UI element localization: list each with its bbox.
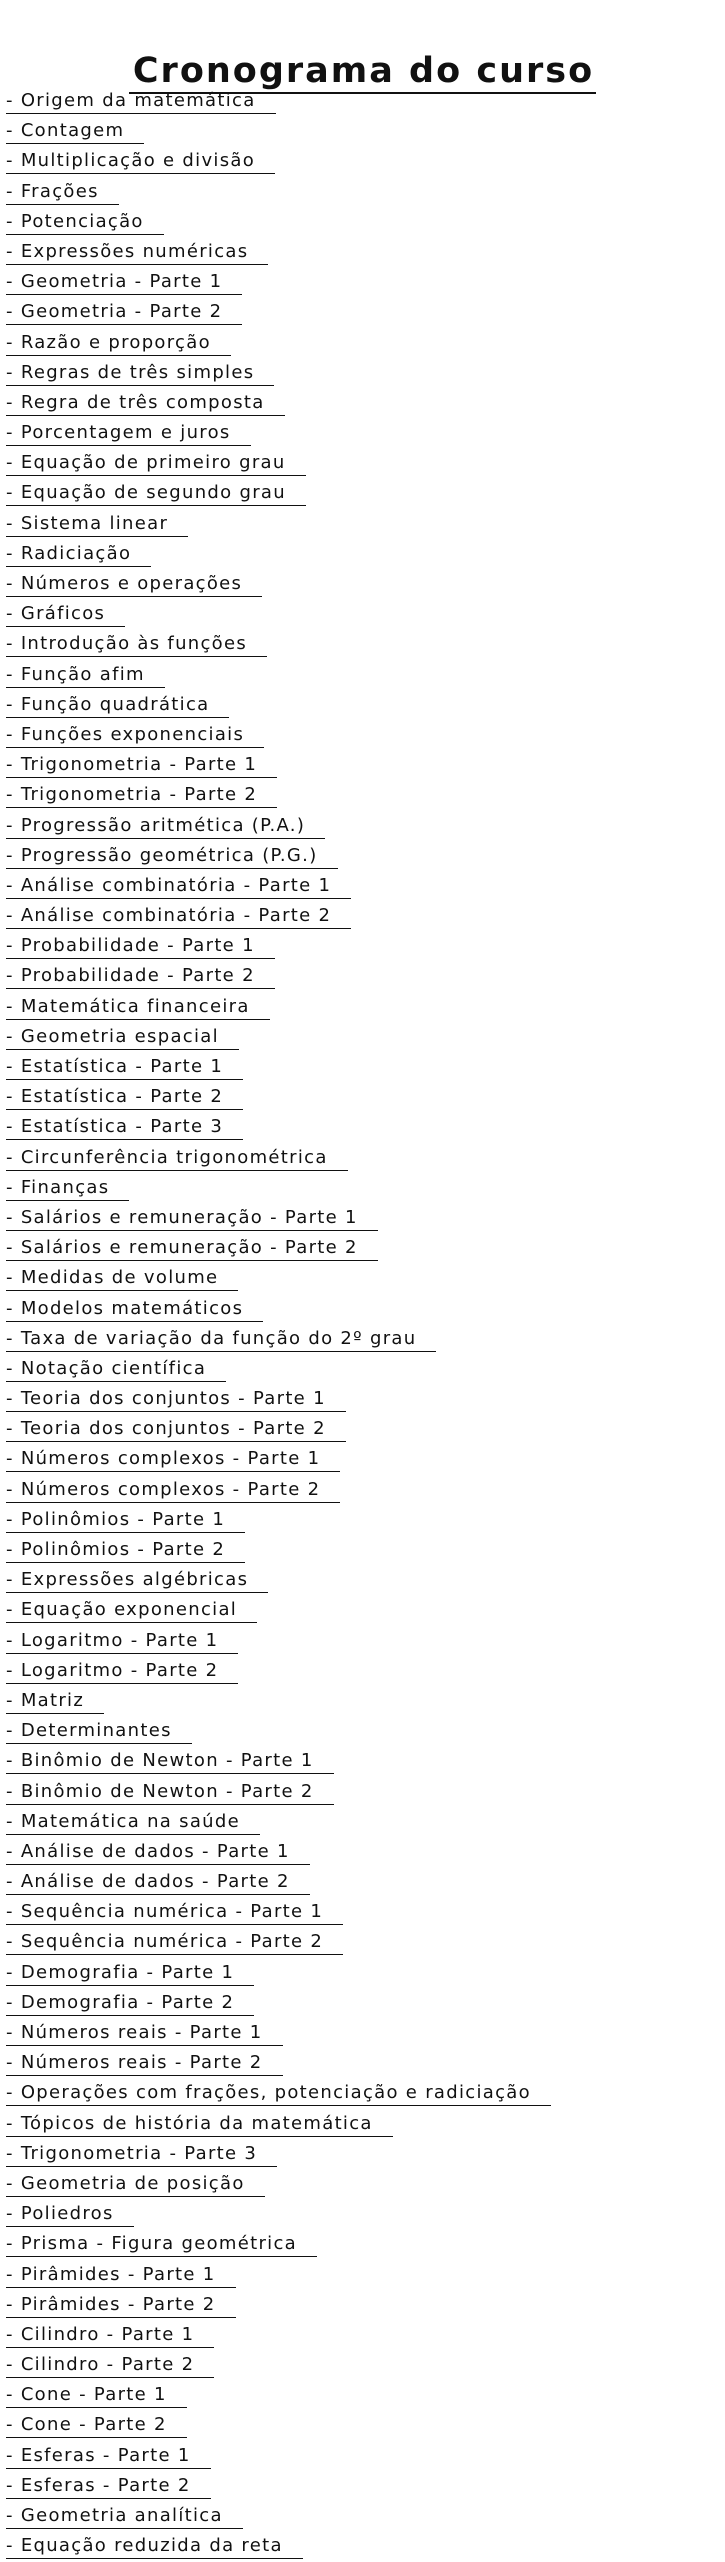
list-item-label: - Salários e remuneração - Parte 2 — [6, 1235, 378, 1261]
list-item — [6, 449, 551, 479]
list-item — [6, 902, 551, 932]
list-item — [6, 1506, 551, 1536]
list-item — [6, 1476, 551, 1506]
list-item — [6, 419, 551, 449]
list-item — [6, 1113, 551, 1143]
list-item-label: - Teoria dos conjuntos - Parte 2 — [6, 1416, 346, 1442]
list-item-label: - Sistema linear — [6, 511, 188, 537]
list-item — [6, 962, 551, 992]
list-item-label: - Análise de dados - Parte 2 — [6, 1869, 310, 1895]
list-item — [6, 359, 551, 389]
list-item — [6, 147, 551, 177]
list-item — [6, 329, 551, 359]
list-item-label: - Estatística - Parte 2 — [6, 1084, 243, 1110]
list-item — [6, 1445, 551, 1475]
list-item — [6, 479, 551, 509]
list-item — [6, 1596, 551, 1626]
list-item — [6, 1687, 551, 1717]
list-item — [6, 993, 551, 1023]
list-item — [6, 389, 551, 419]
list-item-label: - Função quadrática — [6, 692, 229, 718]
list-item — [6, 932, 551, 962]
list-item — [6, 2472, 551, 2502]
list-item-label: - Medidas de volume — [6, 1265, 238, 1291]
list-item — [6, 2442, 551, 2472]
list-item-label: - Operações com frações, potenciação e radiciação — [6, 2080, 551, 2106]
list-item-label: - Expressões algébricas — [6, 1567, 268, 1593]
list-item-label: - Multiplicação e divisão — [6, 148, 275, 174]
list-item-label: - Demografia - Parte 1 — [6, 1960, 254, 1986]
list-item — [6, 661, 551, 691]
list-item-label: - Modelos matemáticos — [6, 1296, 263, 1322]
list-item — [6, 208, 551, 238]
list-item-label: - Análise combinatória - Parte 2 — [6, 903, 351, 929]
list-item — [6, 510, 551, 540]
list-item — [6, 2351, 551, 2381]
list-item-label: - Radiciação — [6, 541, 151, 567]
list-item-label: - Pirâmides - Parte 1 — [6, 2262, 236, 2288]
list-item — [6, 1989, 551, 2019]
list-item-label: - Polinômios - Parte 2 — [6, 1537, 245, 1563]
list-item-label: - Matemática financeira — [6, 994, 270, 1020]
list-item-label: - Binômio de Newton - Parte 1 — [6, 1748, 334, 1774]
list-item-label: - Trigonometria - Parte 1 — [6, 752, 277, 778]
list-item — [6, 630, 551, 660]
list-item-label: - Geometria espacial — [6, 1024, 239, 1050]
list-item-label: - Análise de dados - Parte 1 — [6, 1839, 310, 1865]
list-item — [6, 1868, 551, 1898]
list-item-label: - Trigonometria - Parte 3 — [6, 2141, 277, 2167]
list-item-label: - Sequência numérica - Parte 1 — [6, 1899, 343, 1925]
list-item — [6, 1295, 551, 1325]
list-item — [6, 1264, 551, 1294]
list-item-label: - Gráficos — [6, 601, 125, 627]
list-item-label: - Cone - Parte 1 — [6, 2382, 187, 2408]
list-item — [6, 238, 551, 268]
list-item — [6, 2321, 551, 2351]
list-item — [6, 298, 551, 328]
list-item-label: - Frações — [6, 179, 119, 205]
list-item-label: - Equação de segundo grau — [6, 480, 306, 506]
list-item — [6, 2140, 551, 2170]
list-item — [6, 117, 551, 147]
list-item-label: - Binômio de Newton - Parte 2 — [6, 1779, 334, 1805]
list-item-label: - Matemática na saúde — [6, 1809, 260, 1835]
list-item — [6, 2019, 551, 2049]
list-item — [6, 1627, 551, 1657]
page-title-text: Cronograma do curso — [129, 50, 596, 94]
list-item — [6, 721, 551, 751]
list-item — [6, 87, 551, 117]
list-item-label: - Poliedros — [6, 2201, 134, 2227]
list-item-label: - Progressão aritmética (P.A.) — [6, 813, 325, 839]
list-item-label: - Números e operações — [6, 571, 262, 597]
list-item-label: - Esferas - Parte 2 — [6, 2473, 211, 2499]
list-item — [6, 2381, 551, 2411]
list-item — [6, 2079, 551, 2109]
list-item — [6, 812, 551, 842]
list-item — [6, 2291, 551, 2321]
list-item-label: - Função afim — [6, 662, 165, 688]
list-item — [6, 1536, 551, 1566]
list-item — [6, 268, 551, 298]
list-item — [6, 1144, 551, 1174]
list-item — [6, 1325, 551, 1355]
list-item-label: - Regras de três simples — [6, 360, 274, 386]
list-item — [6, 1928, 551, 1958]
list-item-label: - Números reais - Parte 2 — [6, 2050, 283, 2076]
list-item — [6, 1838, 551, 1868]
list-item — [6, 2230, 551, 2260]
list-item — [6, 1053, 551, 1083]
list-item-label: - Porcentagem e juros — [6, 420, 251, 446]
list-item-label: - Cilindro - Parte 1 — [6, 2322, 214, 2348]
list-item — [6, 691, 551, 721]
list-item-label: - Expressões numéricas — [6, 239, 268, 265]
list-item-label: - Geometria de posição — [6, 2171, 265, 2197]
list-item-label: - Trigonometria - Parte 2 — [6, 782, 277, 808]
list-item-label: - Esferas - Parte 1 — [6, 2443, 211, 2469]
list-item — [6, 178, 551, 208]
list-item-label: - Geometria - Parte 1 — [6, 269, 242, 295]
list-item-label: - Circunferência trigonométrica — [6, 1145, 348, 1171]
list-item — [6, 2411, 551, 2441]
list-item — [6, 2502, 551, 2532]
course-schedule-list — [6, 87, 551, 2562]
list-item-label: - Determinantes — [6, 1718, 192, 1744]
list-item-label: - Logaritmo - Parte 1 — [6, 1628, 238, 1654]
list-item — [6, 781, 551, 811]
list-item-label: - Análise combinatória - Parte 1 — [6, 873, 351, 899]
list-item-label: - Polinômios - Parte 1 — [6, 1507, 245, 1533]
list-item — [6, 1083, 551, 1113]
list-item — [6, 1174, 551, 1204]
list-item-label: - Contagem — [6, 118, 144, 144]
list-item — [6, 842, 551, 872]
list-item-label: - Pirâmides - Parte 2 — [6, 2292, 236, 2318]
list-item-label: - Cilindro - Parte 2 — [6, 2352, 214, 2378]
list-item-label: - Regra de três composta — [6, 390, 285, 416]
list-item-label: - Razão e proporção — [6, 330, 231, 356]
list-item — [6, 2532, 551, 2562]
list-item-label: - Finanças — [6, 1175, 129, 1201]
list-item-label: - Origem da matemática — [6, 88, 276, 114]
list-item-label: - Matriz — [6, 1688, 104, 1714]
list-item — [6, 1657, 551, 1687]
list-item — [6, 1234, 551, 1264]
list-item — [6, 2170, 551, 2200]
list-item — [6, 600, 551, 630]
list-item-label: - Estatística - Parte 1 — [6, 1054, 243, 1080]
list-item-label: - Demografia - Parte 2 — [6, 1990, 254, 2016]
list-item — [6, 2049, 551, 2079]
list-item-label: - Probabilidade - Parte 2 — [6, 963, 275, 989]
list-item-label: - Equação reduzida da reta — [6, 2533, 303, 2559]
list-item — [6, 751, 551, 781]
list-item-label: - Equação de primeiro grau — [6, 450, 306, 476]
list-item — [6, 1415, 551, 1445]
list-item-label: - Notação científica — [6, 1356, 226, 1382]
list-item — [6, 1566, 551, 1596]
list-item — [6, 1204, 551, 1234]
list-item-label: - Funções exponenciais — [6, 722, 264, 748]
list-item — [6, 1747, 551, 1777]
list-item — [6, 1959, 551, 1989]
list-item-label: - Geometria - Parte 2 — [6, 299, 242, 325]
list-item — [6, 1898, 551, 1928]
list-item — [6, 1778, 551, 1808]
list-item-label: - Salários e remuneração - Parte 1 — [6, 1205, 378, 1231]
list-item-label: - Taxa de variação da função do 2º grau — [6, 1326, 436, 1352]
list-item — [6, 570, 551, 600]
list-item — [6, 1023, 551, 1053]
list-item — [6, 1385, 551, 1415]
list-item-label: - Estatística - Parte 3 — [6, 1114, 243, 1140]
list-item — [6, 1717, 551, 1747]
list-item-label: - Números complexos - Parte 1 — [6, 1446, 340, 1472]
list-item — [6, 1808, 551, 1838]
list-item — [6, 2261, 551, 2291]
list-item-label: - Progressão geométrica (P.G.) — [6, 843, 338, 869]
list-item-label: - Números complexos - Parte 2 — [6, 1477, 340, 1503]
list-item — [6, 2110, 551, 2140]
list-item-label: - Teoria dos conjuntos - Parte 1 — [6, 1386, 346, 1412]
list-item-label: - Probabilidade - Parte 1 — [6, 933, 275, 959]
list-item-label: - Geometria analítica — [6, 2503, 243, 2529]
list-item-label: - Cone - Parte 2 — [6, 2412, 187, 2438]
list-item — [6, 872, 551, 902]
list-item-label: - Tópicos de história da matemática — [6, 2111, 393, 2137]
list-item-label: - Sequência numérica - Parte 2 — [6, 1929, 343, 1955]
list-item-label: - Prisma - Figura geométrica — [6, 2231, 317, 2257]
list-item-label: - Introdução às funções — [6, 631, 267, 657]
list-item-label: - Potenciação — [6, 209, 164, 235]
list-item-label: - Números reais - Parte 1 — [6, 2020, 283, 2046]
list-item-label: - Equação exponencial — [6, 1597, 257, 1623]
list-item — [6, 2200, 551, 2230]
list-item-label: - Logaritmo - Parte 2 — [6, 1658, 238, 1684]
list-item — [6, 1355, 551, 1385]
list-item — [6, 540, 551, 570]
